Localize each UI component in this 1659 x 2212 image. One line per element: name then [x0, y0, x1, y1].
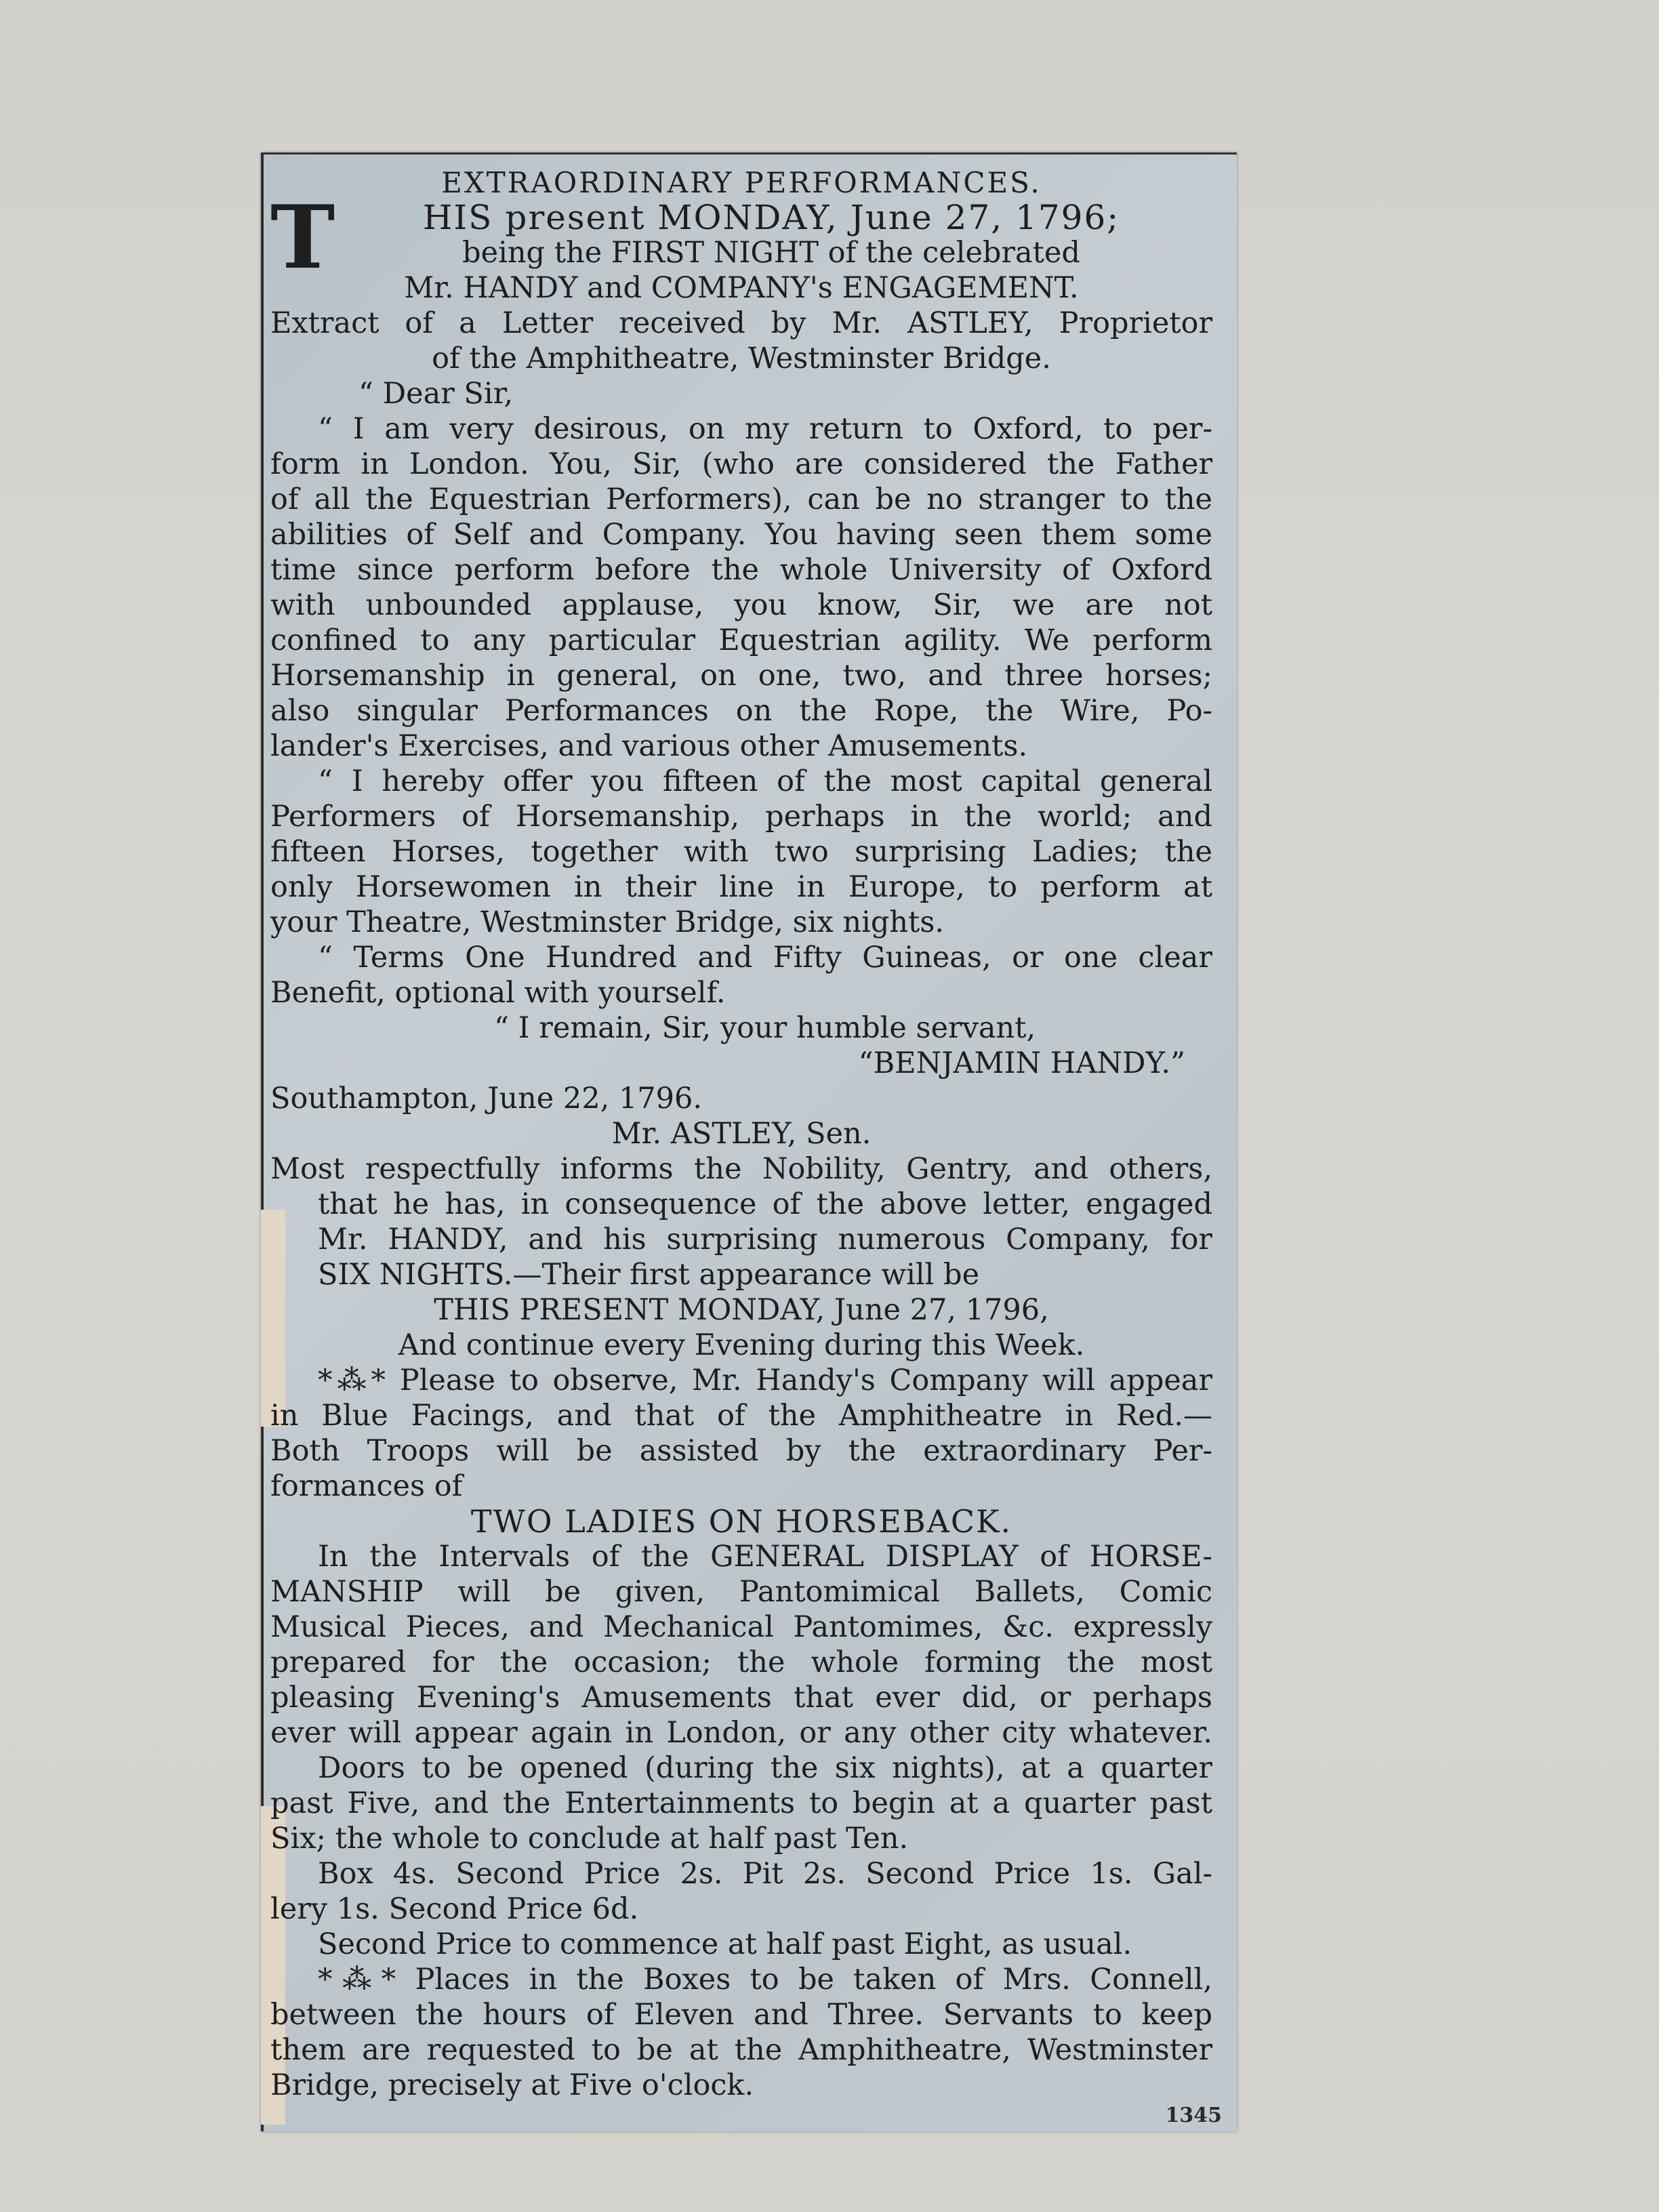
letter-line: fifteen Horses, together with two surprising Ladies; the [270, 835, 1212, 869]
letter-line: abilities of Self and Company. You having seen them some [270, 518, 1212, 552]
letter-line: time since perform before the whole University of Oxford [270, 553, 1212, 587]
letter-line: Benefit, optional with yourself. [270, 976, 726, 1010]
letter-line: “ I am very desirous, on my return to Oxford, to per- [318, 412, 1212, 446]
interval-line: between the hours of Eleven and Three. Servants to keep [270, 1998, 1212, 2032]
interval-line: past Five, and the Entertainments to begin at a quarter past [270, 1786, 1212, 1820]
letter-line: with unbounded applause, you know, Sir, we are not [270, 588, 1212, 622]
letter-intro-line: of the Amphitheatre, Westminster Bridge. [432, 342, 1051, 375]
astley-line: that he has, in consequence of the above letter, engaged [318, 1187, 1212, 1221]
letter-line: Horsemanship in general, on one, two, and three horses; [270, 659, 1212, 693]
interval-line: Musical Pieces, and Mechanical Pantomimes, &c. expressly [270, 1610, 1212, 1644]
notice-line: in Blue Facings, and that of the Amphitheatre in Red.— [270, 1399, 1212, 1433]
title-line: HIS present MONDAY, June 27, 1796; [422, 198, 1120, 237]
engagement-line: Mr. HANDY and COMPANY's ENGAGEMENT. [404, 271, 1079, 305]
notice-line: Both Troops will be assisted by the extraordinary Per- [270, 1434, 1212, 1468]
letter-line: Performers of Horsemanship, perhaps in the world; and [270, 800, 1212, 834]
interval-line: pleasing Evening's Amusements that ever did, or perhaps [270, 1681, 1212, 1715]
letter-line: form in London. You, Sir, (who are considered the Father [270, 447, 1212, 481]
closing-line: “ I remain, Sir, your humble servant, [494, 1011, 1036, 1045]
letter-body [270, 411, 1212, 1010]
clipping-text [270, 166, 1212, 2103]
letter-line: of all the Equestrian Performers), can be no stranger to the [270, 483, 1212, 516]
interval-line: Box 4s. Second Price 2s. Pit 2s. Second Price 1s. Gal- [318, 1857, 1212, 1891]
newspaper-clipping [261, 152, 1237, 2131]
letter-intro-line: Extract of a Letter received by Mr. ASTLEY, Proprietor [270, 306, 1212, 340]
continue-line: And continue every Evening during this Week. [398, 1328, 1085, 1362]
letter-line: also singular Performances on the Rope, the Wire, Po- [270, 694, 1212, 728]
astley-heading: Mr. ASTLEY, Sen. [611, 1117, 872, 1151]
notice-body [270, 1363, 1212, 1504]
interval-line: prepared for the occasion; the whole forming the most [270, 1645, 1212, 1679]
interval-line: *⁂* Places in the Boxes to be taken of Mrs. Connell, [318, 1963, 1212, 1996]
interval-line: MANSHIP will be given, Pantomimical Ballets, Comic [270, 1575, 1212, 1609]
salutation: “ Dear Sir, [359, 377, 514, 411]
interval-line: Second Price to commence at half past Eight, as usual. [318, 1927, 1132, 1961]
interval-line: ever will appear again in London, or any other city whatever. [270, 1716, 1212, 1750]
heading: EXTRAORDINARY PERFORMANCES. [441, 166, 1042, 199]
interval-line: Bridge, precisely at Five o'clock. [270, 2068, 754, 2102]
astley-line: Mr. HANDY, and his surprising numerous Company, for [318, 1223, 1212, 1256]
drop-cap: T [270, 187, 335, 289]
astley-body [270, 1151, 1212, 1292]
page-number: 1345 [1165, 2104, 1222, 2127]
letter-line: “ Terms One Hundred and Fifty Guineas, or one clear [318, 941, 1212, 975]
letter-line: only Horsewomen in their line in Europe, to perform at [270, 870, 1212, 904]
subtitle-line: being the FIRST NIGHT of the celebrated [462, 236, 1080, 270]
interval-line: lery 1s. Second Price 6d. [270, 1892, 639, 1926]
interval-line: them are requested to be at the Amphitheatre, Westminster [270, 2033, 1212, 2067]
letter-line: your Theatre, Westminster Bridge, six nights. [270, 905, 945, 939]
notice-line: formances of [270, 1469, 463, 1503]
letter-line: lander's Exercises, and various other Amusements. [270, 729, 1028, 763]
dateline: Southampton, June 22, 1796. [270, 1082, 703, 1115]
letter-line: “ I hereby offer you fifteen of the most capital general [318, 764, 1212, 798]
interval-line: Doors to be opened (during the six nights), at a quarter [318, 1751, 1212, 1785]
notice-line: *⁂* Please to observe, Mr. Handy's Company will appear [318, 1364, 1212, 1397]
present-monday-line: THIS PRESENT MONDAY, June 27, 1796, [434, 1293, 1049, 1327]
two-ladies-heading: TWO LADIES ON HORSEBACK. [470, 1503, 1012, 1540]
signature: “BENJAMIN HANDY.” [858, 1046, 1185, 1080]
astley-line: Most respectfully informs the Nobility, Gentry, and others, [270, 1152, 1212, 1186]
letter-line: confined to any particular Equestrian agility. We perform [270, 623, 1212, 657]
astley-line: SIX NIGHTS.—Their first appearance will be [318, 1258, 980, 1292]
interval-body [270, 1539, 1212, 2103]
interval-line: Six; the whole to conclude at half past Ten. [270, 1822, 909, 1856]
interval-line: In the Intervals of the GENERAL DISPLAY of HORSE- [318, 1540, 1212, 1574]
